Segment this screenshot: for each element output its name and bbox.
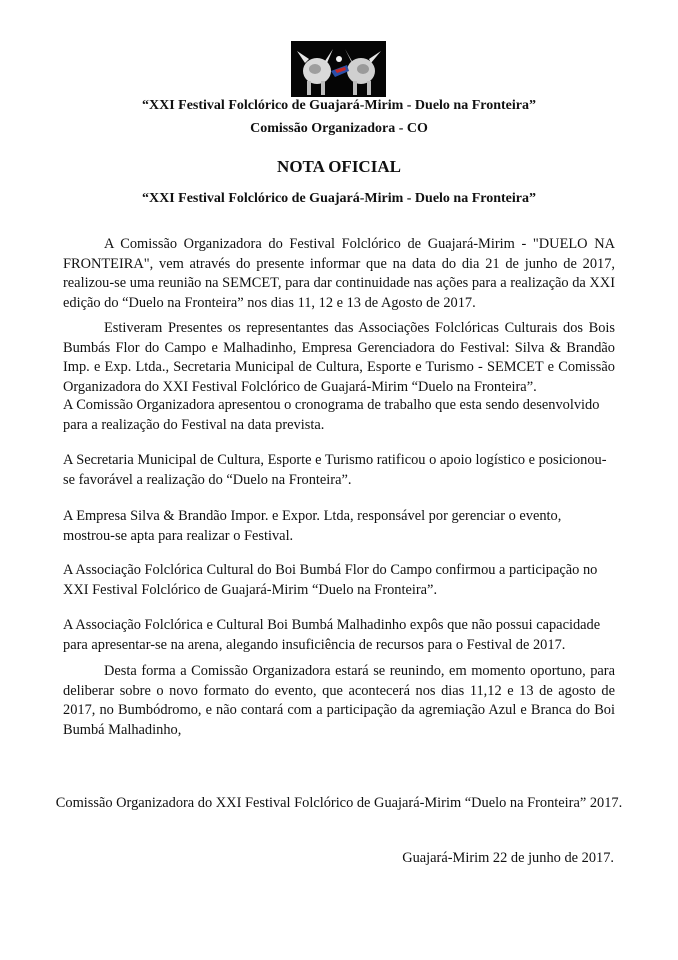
paragraph-text: A Associação Folclórica Cultural do Boi Bumbá Flor do Campo confirmou a participação no XXI Festival Folclórico de Guajará-Mirim “Duelo na Fronteira”. bbox=[63, 562, 598, 598]
paragraph-text: A Comissão Organizadora apresentou o cronograma de trabalho que esta sendo desenvolvido para a realização do Festival na data prevista. bbox=[63, 397, 600, 433]
place-date: Guajará-Mirim 22 de junho de 2017. bbox=[402, 850, 614, 866]
document-subtitle: “XXI Festival Folclórico de Guajará-Mirim - Duelo na Fronteira” bbox=[142, 191, 536, 206]
paragraph bbox=[63, 561, 615, 600]
closing-signature: Comissão Organizadora do XXI Festival Folclórico de Guajará-Mirim “Duelo na Fronteira” 2017. bbox=[55, 795, 623, 811]
paragraph bbox=[63, 662, 615, 740]
festival-title: “XXI Festival Folclórico de Guajará-Mirim - Duelo na Fronteira” bbox=[142, 98, 536, 113]
paragraph-text: A Associação Folclórica e Cultural Boi Bumbá Malhadinho expôs que não possui capacidade para apresentar-se na arena, alegando insuficiência de recursos para o Festival de 2017. bbox=[63, 617, 601, 653]
paragraph bbox=[63, 507, 615, 546]
paragraph bbox=[63, 319, 615, 397]
paragraph-text: Desta forma a Comissão Organizadora estará se reunindo, em momento oportuno, para deliberar sobre o novo formato do evento, que acontecerá nos dias 11,12 e 13 de agosto de 2017, no Bumbódromo, e não contará com a participação da agremiação Azul e Branca do Boi Bumbá Malhadinho, bbox=[63, 663, 615, 738]
paragraph bbox=[63, 396, 615, 435]
page-title: NOTA OFICIAL bbox=[277, 157, 401, 176]
committee-title: Comissão Organizadora - CO bbox=[250, 121, 428, 136]
festival-ox-logo-icon bbox=[291, 41, 386, 97]
paragraph bbox=[63, 451, 615, 490]
paragraph bbox=[63, 616, 615, 655]
paragraph-text: A Comissão Organizadora do Festival Folclórico de Guajará-Mirim - "DUELO NA FRONTEIRA", vem através do presente informar que na data do dia 21 de junho de 2017, realizou-se uma reunião na SEMCET, para dar continuidade nas ações para a realização da XXI edição do “Duelo na Fronteira” nos dias 11, 12 e 13 de Agosto de 2017. bbox=[63, 236, 615, 311]
paragraph bbox=[63, 235, 615, 313]
paragraph-text: A Empresa Silva & Brandão Impor. e Expor. Ltda, responsável por gerenciar o evento, mostrou-se apta para realizar o Festival. bbox=[63, 508, 562, 544]
paragraph-text: Estiveram Presentes os representantes das Associações Folclóricas Culturais dos Bois Bumbás Flor do Campo e Malhadinho, Empresa Gerenciadora do Festival: Silva & Brandão Imp. e Exp. Ltda., Secretaria Municipal de Cultura, Esporte e Turismo - SEMCET e Comissão Organizadora do XXI Festival Folclórico de Guajará-Mirim “Duelo na Fronteira”. bbox=[63, 320, 615, 395]
paragraph-text: A Secretaria Municipal de Cultura, Esporte e Turismo ratificou o apoio logístico e posicionou-se favorável a realização do “Duelo na Fronteira”. bbox=[63, 452, 607, 488]
